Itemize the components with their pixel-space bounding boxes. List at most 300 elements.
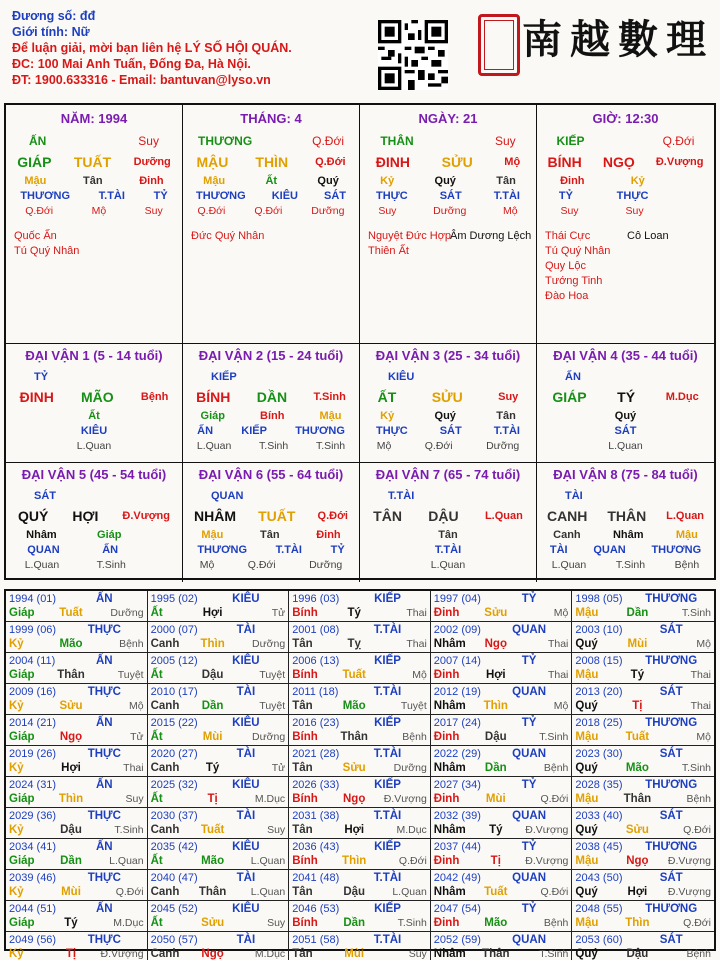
year-label: 2020 (27) [150, 748, 198, 760]
year-row-2 [292, 885, 427, 899]
year-phase: Tử [271, 607, 286, 619]
year-phase: T.Sinh [539, 731, 569, 743]
hidden-phase: Q.Đới [247, 558, 276, 571]
hidden-gods-row [537, 188, 714, 203]
hidden-god: THỰC [616, 189, 649, 202]
year-cell [148, 808, 290, 839]
year-branch: Thân [340, 731, 368, 743]
year-cell [289, 932, 431, 960]
year-row-1 [292, 654, 427, 668]
year-label: 2033 (40) [575, 810, 623, 822]
year-branch: Thân [623, 793, 652, 805]
luck-hidden-row [183, 408, 359, 423]
address-line: ĐC: 100 Mai Anh Tuấn, Đống Đa, Hà Nội. [12, 57, 251, 71]
year-stem: Canh [150, 700, 180, 712]
year-branch: Mão [59, 638, 83, 650]
year-god: T.TÀI [373, 872, 402, 884]
seal-stamp-icon [478, 14, 520, 76]
year-branch: Tuất [625, 731, 650, 743]
year-cell [572, 808, 714, 839]
year-row-2 [151, 699, 286, 713]
hidden-phase-row [360, 203, 536, 218]
year-god: QUAN [512, 872, 547, 884]
year-phase: T.Sinh [681, 607, 711, 619]
pillar-branch: SỬU [441, 154, 473, 170]
year-label: 2002 (09) [433, 624, 481, 636]
pillar-extras [14, 229, 79, 259]
year-cell [572, 684, 714, 715]
hidden-god: SÁT [439, 189, 462, 202]
year-row-1 [9, 902, 144, 916]
year-branch: Mão [342, 700, 366, 712]
qr-code-icon [378, 20, 448, 90]
year-row-1 [434, 623, 569, 637]
year-row-1 [9, 685, 144, 699]
year-branch: Ngọ [59, 731, 83, 743]
hidden-stem: Kỷ [630, 174, 645, 187]
year-god: QUAN [512, 748, 547, 760]
luck-hidden-gods-row [6, 542, 182, 557]
year-cell [289, 715, 431, 746]
year-row-2 [9, 637, 144, 651]
luck-hidden-gods-row [537, 542, 714, 557]
year-row-2 [575, 854, 711, 868]
year-stem: Bính [292, 917, 318, 929]
year-row-1 [434, 654, 569, 668]
year-row-2 [575, 637, 711, 651]
year-phase: Q.Đới [115, 886, 144, 898]
year-phase: Bệnh [402, 731, 427, 743]
year-phase: Đ.Vượng [383, 793, 427, 805]
luck-hidden-gods-row [183, 423, 359, 438]
year-cell [289, 591, 431, 622]
luck-stem: TÂN [373, 508, 402, 524]
year-stem: Nhâm [433, 824, 466, 836]
year-phase: Bệnh [543, 762, 569, 774]
year-row-1 [292, 871, 427, 885]
hidden-phase: T.Sinh [259, 439, 289, 452]
hidden-stems-row [6, 173, 182, 188]
hidden-stem: Tân [496, 174, 516, 187]
hidden-god: THƯƠNG [651, 543, 702, 556]
year-branch: Hợi [61, 762, 81, 774]
year-row-1 [575, 871, 711, 885]
pillar-stem: BÍNH [547, 154, 582, 170]
year-branch: Sửu [342, 762, 366, 774]
year-row-1 [9, 840, 144, 854]
year-row-2 [9, 761, 144, 775]
hidden-stem: Quý [434, 174, 456, 187]
year-label: 1996 (03) [292, 593, 340, 605]
luck-branch: MÃO [81, 389, 114, 405]
year-stem: Kỷ [9, 700, 24, 712]
year-phase: Mộ [696, 731, 711, 743]
year-stem: Canh [150, 762, 180, 774]
year-row-2 [434, 854, 569, 868]
year-phase: Q.Đới [683, 824, 711, 836]
luck-branch: HỢI [72, 508, 99, 524]
luck-stem: ẤT [377, 389, 397, 405]
extra-star: Nguyệt Đức Hợp [368, 230, 452, 242]
hidden-phase: Suy [625, 204, 644, 217]
year-cell [289, 777, 431, 808]
year-row-2 [575, 916, 711, 930]
year-branch: Sửu [59, 700, 83, 712]
year-god: THỰC [87, 872, 121, 884]
pillar-god-row [537, 131, 714, 151]
pillar-stem-row [537, 151, 714, 173]
year-row-1 [9, 933, 144, 947]
year-cell [289, 870, 431, 901]
year-stem: Bính [292, 855, 318, 867]
year-stem: Kỷ [9, 824, 24, 836]
year-phase: Đ.Vượng [667, 886, 711, 898]
pillar-extras [545, 229, 610, 304]
year-phase: L.Quan [109, 855, 144, 867]
year-stem: Nhâm [433, 948, 466, 960]
year-god: KIẾP [374, 841, 401, 853]
extra-star: Tú Quý Nhân [14, 245, 80, 257]
owner-name: Đương số: đđ [12, 9, 96, 23]
luck-hidden-phase-row [537, 557, 714, 572]
year-stem: Mậu [575, 855, 599, 867]
year-cell [148, 591, 290, 622]
hidden-god: QUAN [27, 543, 60, 556]
year-phase: T.Sinh [397, 917, 427, 929]
year-stem: Tân [292, 824, 313, 836]
year-stem: Đinh [433, 855, 460, 867]
year-cell [431, 777, 573, 808]
luck-title: ĐẠI VẬN 8 (75 - 84 tuổi) [553, 467, 698, 482]
hidden-phase: T.Sinh [315, 439, 346, 452]
year-branch: Dần [484, 762, 507, 774]
year-row-2 [151, 947, 286, 960]
year-stem: Nhâm [433, 700, 466, 712]
pillar-title: GIỜ: 12:30 [592, 111, 659, 126]
hidden-god: T.TÀI [493, 424, 520, 437]
year-row-2 [292, 699, 427, 713]
year-label: 2019 (26) [9, 748, 57, 760]
year-god: THƯƠNG [645, 841, 698, 853]
year-cell [572, 591, 714, 622]
hidden-god: TỶ [330, 543, 345, 556]
year-cell [6, 870, 148, 901]
luck-hidden-gods-row [537, 423, 714, 438]
year-label: 2050 (57) [150, 934, 198, 946]
year-row-2 [151, 792, 286, 806]
hidden-god: SÁT [439, 424, 462, 437]
hidden-phase: L.Quan [430, 558, 466, 571]
luck-god-row [183, 487, 359, 505]
year-god: TỶ [521, 593, 537, 605]
year-stem: Nhâm [433, 886, 466, 898]
luck-hidden-phase-row [6, 438, 182, 453]
year-phase: L.Quan [250, 855, 286, 867]
year-phase: T.Sinh [681, 762, 711, 774]
year-row-2 [151, 916, 286, 930]
year-branch: Sửu [484, 607, 508, 619]
year-row-1 [151, 902, 286, 916]
year-row-2 [151, 606, 286, 620]
year-row-2 [151, 885, 286, 899]
year-cell [431, 591, 573, 622]
year-stem: Đinh [433, 731, 460, 743]
year-branch: Mão [625, 762, 649, 774]
hidden-god: THƯƠNG [20, 189, 70, 202]
hidden-stem: Kỷ [380, 409, 395, 422]
year-phase: Tuyệt [117, 669, 144, 681]
year-branch: Tý [630, 669, 645, 681]
year-branch: Mùi [344, 948, 365, 960]
year-cell [431, 901, 573, 932]
year-row-2 [292, 637, 427, 651]
hidden-gods-row [6, 188, 182, 203]
year-row-1 [151, 747, 286, 761]
year-row-2 [434, 637, 569, 651]
year-label: 2012 (19) [433, 686, 481, 698]
hidden-phase: Q.Đới [254, 204, 283, 217]
year-label: 2045 (52) [150, 903, 198, 915]
year-phase: Mộ [412, 669, 427, 681]
year-god: TỶ [521, 655, 537, 667]
year-cell [148, 932, 290, 960]
year-god: TỶ [521, 841, 537, 853]
year-god: T.TÀI [373, 934, 402, 946]
year-phase: Bệnh [686, 948, 711, 960]
year-label: 2004 (11) [9, 655, 56, 667]
luck-title: ĐẠI VẬN 1 (5 - 14 tuổi) [25, 348, 163, 363]
hidden-phase: Q.Đới [197, 204, 226, 217]
year-label: 2031 (38) [292, 810, 340, 822]
pillar-god-phase: Suy [494, 134, 516, 148]
luck-cell [537, 344, 714, 463]
year-cell [431, 715, 573, 746]
year-row-2 [292, 668, 427, 682]
year-god: THỰC [87, 624, 121, 636]
luck-stem: CANH [546, 508, 588, 524]
year-phase: Suy [408, 948, 427, 960]
extra-star: Quy Lộc [545, 260, 586, 272]
year-label: 2013 (20) [575, 686, 623, 698]
year-god: QUAN [512, 934, 547, 946]
pillar-god-phase: Suy [138, 134, 159, 148]
year-row-2 [9, 606, 144, 620]
year-row-1 [9, 747, 144, 761]
year-phase: Q.Đới [540, 886, 569, 898]
hidden-phase: Suy [144, 204, 163, 217]
luck-god: QUAN [211, 490, 244, 502]
year-stem: Canh [150, 638, 180, 650]
year-label: 2052 (59) [433, 934, 481, 946]
luck-phase: L.Quan [666, 510, 705, 522]
year-stem: Canh [150, 886, 180, 898]
hidden-stem: Kỷ [380, 174, 395, 187]
pillar-god: THƯƠNG [197, 134, 253, 148]
year-cell [431, 684, 573, 715]
year-stem: Giáp [9, 669, 35, 681]
year-label: 2022 (29) [433, 748, 481, 760]
hidden-stem: Giáp [97, 528, 122, 541]
luck-god-row [537, 368, 714, 386]
hidden-phase: L.Quan [196, 439, 232, 452]
year-stem: Mậu [575, 731, 599, 743]
year-label: 2021 (28) [292, 748, 340, 760]
year-label: 1998 (05) [575, 593, 623, 605]
year-row-1 [151, 685, 286, 699]
year-god: T.TÀI [373, 810, 402, 822]
pillar-extras [368, 229, 451, 259]
pillar-phase: Mộ [504, 156, 521, 168]
year-cell [6, 622, 148, 653]
extra-star: Âm Dương Lệch [450, 230, 532, 242]
year-label: 2001 (08) [292, 624, 340, 636]
year-row-2 [434, 947, 569, 960]
luck-stem-row [360, 505, 536, 527]
hidden-stem: Nhâm [612, 528, 644, 541]
pillar-title: NGÀY: 21 [418, 111, 478, 126]
year-branch: Hợi [344, 824, 365, 836]
year-row-2 [292, 792, 427, 806]
pillar-god-phase: Q.Đới [312, 134, 344, 148]
year-god: ẤN [95, 903, 113, 915]
year-god: SÁT [659, 624, 683, 636]
year-branch: Dần [201, 700, 224, 712]
year-phase: Tuyệt [259, 700, 286, 712]
year-label: 2046 (53) [292, 903, 340, 915]
year-row-1 [434, 716, 569, 730]
year-row-2 [292, 606, 427, 620]
hidden-god: T.TÀI [434, 543, 462, 556]
luck-god: KIÊU [388, 371, 415, 383]
luck-stem-row [537, 505, 714, 527]
year-stem: Tân [292, 700, 313, 712]
year-phase: Q.Đới [540, 793, 569, 805]
year-phase: Đ.Vượng [525, 855, 569, 867]
year-cell [289, 901, 431, 932]
hidden-phase: T.Sinh [96, 558, 126, 571]
hidden-phase: T.Sinh [615, 558, 646, 571]
year-row-2 [9, 854, 144, 868]
pillar-cell [360, 105, 537, 344]
hidden-gods-row [183, 188, 359, 203]
year-row-1 [292, 685, 427, 699]
year-row-2 [9, 792, 144, 806]
year-god: ẤN [95, 717, 113, 729]
extra-star: Quốc Ấn [14, 230, 57, 242]
year-branch: Dần [626, 607, 649, 619]
year-row-2 [575, 606, 711, 620]
pillar-god-row [360, 131, 536, 151]
year-label: 2040 (47) [150, 872, 198, 884]
year-row-2 [151, 854, 286, 868]
year-stem: Ất [150, 855, 163, 867]
year-cell [6, 746, 148, 777]
year-row-1 [575, 809, 711, 823]
year-branch: Mùi [202, 731, 223, 743]
year-cell [6, 839, 148, 870]
year-stem: Bính [292, 793, 318, 805]
extra-star: Tú Quý Nhân [545, 245, 611, 257]
year-god: SÁT [659, 810, 683, 822]
luck-hidden-row [537, 527, 714, 542]
year-stem: Ất [150, 669, 163, 681]
luck-cell [183, 463, 360, 582]
luck-hidden-phase-row [183, 557, 359, 572]
luck-god: ẤN [565, 371, 581, 383]
luck-cell [183, 344, 360, 463]
year-branch: Tỵ [347, 638, 361, 650]
hidden-phase: Dưỡng [486, 439, 520, 452]
year-branch: Tuất [484, 886, 508, 898]
luck-phase: M.Dục [665, 391, 699, 403]
luck-hidden-phase-row [183, 438, 359, 453]
year-row-1 [575, 654, 711, 668]
year-god: TÀI [236, 686, 256, 698]
year-cell [6, 777, 148, 808]
year-label: 2028 (35) [575, 779, 623, 791]
luck-stem: NHÂM [194, 508, 237, 524]
luck-god-row [537, 487, 714, 505]
year-cell [148, 622, 290, 653]
pillar-stem: MẬU [196, 154, 229, 170]
year-row-1 [9, 623, 144, 637]
luck-stem: GIÁP [552, 389, 587, 405]
year-label: 2043 (50) [575, 872, 623, 884]
year-god: TỶ [521, 717, 537, 729]
year-branch: Dậu [201, 669, 224, 681]
year-branch: Tý [64, 917, 78, 929]
year-god: TÀI [236, 624, 256, 636]
year-phase: L.Quan [250, 886, 286, 898]
luck-god-row [6, 487, 182, 505]
year-god: QUAN [512, 624, 547, 636]
year-phase: M.Dục [396, 824, 427, 836]
year-stem: Quý [575, 886, 598, 898]
year-label: 2029 (36) [9, 810, 57, 822]
year-branch: Tuất [200, 824, 225, 836]
year-phase: Bệnh [543, 917, 569, 929]
year-row-1 [9, 716, 144, 730]
year-stem: Kỷ [9, 948, 24, 960]
year-branch: Mùi [627, 638, 648, 650]
luck-branch: DẬU [428, 508, 459, 524]
year-label: 2017 (24) [433, 717, 481, 729]
header-info [12, 8, 292, 88]
year-label: 2003 (10) [575, 624, 623, 636]
phone-line: ĐT: 1900.633316 - Email: bantuvan@lyso.vn [12, 73, 271, 87]
extra-star: Đào Hoa [545, 290, 589, 302]
year-row-1 [575, 778, 711, 792]
year-stem: Đinh [433, 793, 460, 805]
year-cell [148, 870, 290, 901]
year-branch: Dậu [60, 824, 82, 836]
year-row-2 [9, 730, 144, 744]
year-branch: Thân [482, 948, 510, 960]
hidden-phase: Mộ [199, 558, 215, 571]
year-cell [572, 932, 714, 960]
year-god: TÀI [236, 872, 256, 884]
luck-god: KIẾP [211, 371, 237, 383]
luck-hidden-gods-row [360, 542, 536, 557]
year-god: ẤN [95, 655, 113, 667]
year-label: 2016 (23) [292, 717, 340, 729]
year-label: 2049 (56) [9, 934, 57, 946]
luck-hidden-phase-row [360, 557, 536, 572]
hidden-phase-row [6, 203, 182, 218]
year-cell [572, 653, 714, 684]
luck-hidden-row [360, 408, 536, 423]
hidden-phase: Q.Đới [25, 204, 54, 217]
